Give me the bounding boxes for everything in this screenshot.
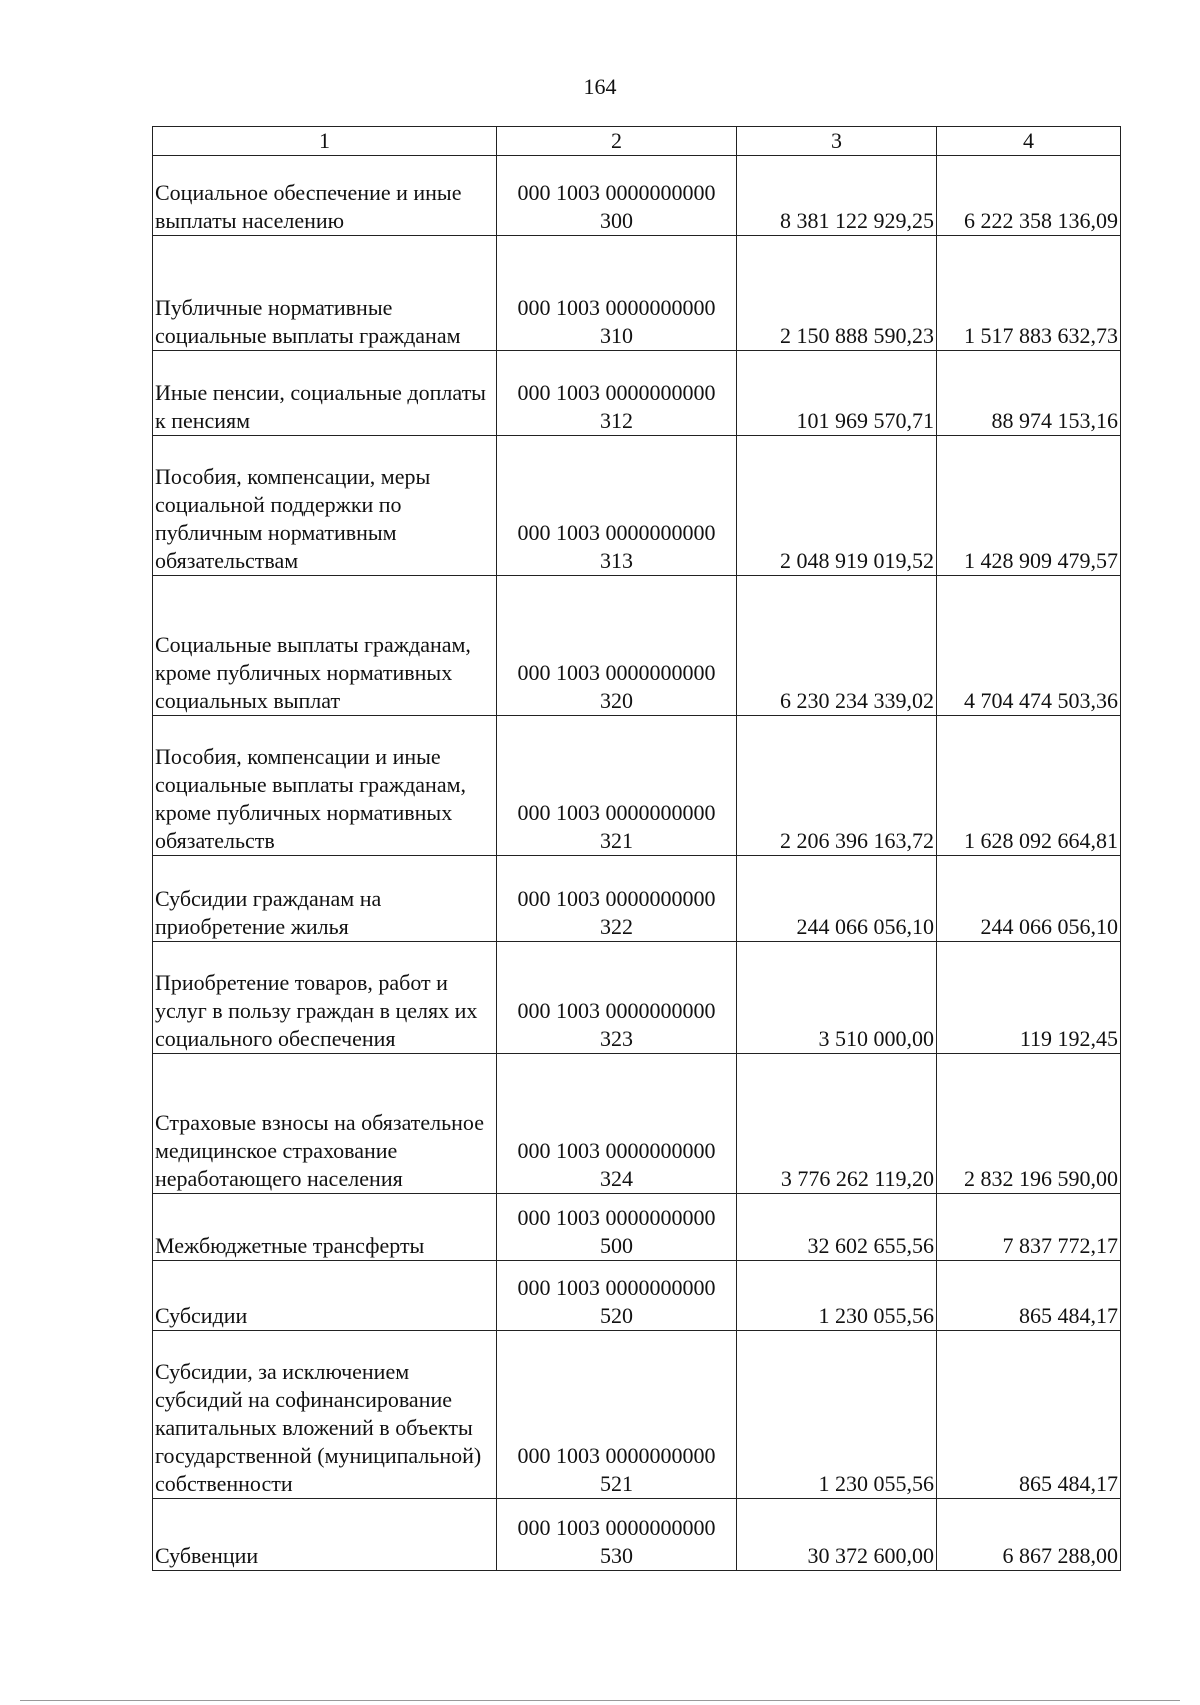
row-code-line2: 500 xyxy=(600,1233,633,1258)
row-code xyxy=(497,156,737,236)
page-bottom-edge-line xyxy=(20,1700,1180,1701)
row-code-line1: 000 1003 0000000000 xyxy=(517,295,716,320)
row-code-line2: 300 xyxy=(600,208,633,233)
row-value-col3: 6 230 234 339,02 xyxy=(737,576,937,716)
row-value-col4: 865 484,17 xyxy=(937,1331,1121,1499)
row-name: Пособия, компенсации и иные социальные выплаты гражданам, кроме публичных нормативных обязательств xyxy=(153,716,497,856)
table-row xyxy=(153,1261,1121,1331)
row-code xyxy=(497,942,737,1054)
row-name: Субсидии гражданам на приобретение жилья xyxy=(153,856,497,942)
row-value-col3: 2 150 888 590,23 xyxy=(737,236,937,351)
row-code xyxy=(497,1331,737,1499)
row-value-col4: 865 484,17 xyxy=(937,1261,1121,1331)
table-body xyxy=(153,156,1121,1571)
column-header-3: 3 xyxy=(737,127,937,156)
row-code-line2: 321 xyxy=(600,828,633,853)
row-code-line1: 000 1003 0000000000 xyxy=(517,1443,716,1468)
row-name: Межбюджетные трансферты xyxy=(153,1194,497,1261)
row-code-line2: 323 xyxy=(600,1026,633,1051)
row-value-col3: 2 206 396 163,72 xyxy=(737,716,937,856)
row-code-line1: 000 1003 0000000000 xyxy=(517,886,716,911)
row-code-line2: 312 xyxy=(600,408,633,433)
row-code-line2: 320 xyxy=(600,688,633,713)
table-row xyxy=(153,1499,1121,1571)
row-name: Иные пенсии, социальные доплаты к пенсиям xyxy=(153,351,497,436)
row-name: Субсидии, за исключением субсидий на софинансирование капитальных вложений в объекты государственной (муниципальной) собственности xyxy=(153,1331,497,1499)
row-code xyxy=(497,856,737,942)
page-number: 164 xyxy=(583,74,617,99)
row-code-line1: 000 1003 0000000000 xyxy=(517,1205,716,1230)
column-header-2: 2 xyxy=(497,127,737,156)
row-name: Социальное обеспечение и иные выплаты населению xyxy=(153,156,497,236)
row-value-col4: 6 222 358 136,09 xyxy=(937,156,1121,236)
row-code xyxy=(497,236,737,351)
row-code-line1: 000 1003 0000000000 xyxy=(517,660,716,685)
row-value-col3: 244 066 056,10 xyxy=(737,856,937,942)
row-name: Приобретение товаров, работ и услуг в пользу граждан в целях их социального обеспечения xyxy=(153,942,497,1054)
row-code xyxy=(497,351,737,436)
row-code xyxy=(497,1499,737,1571)
table-row xyxy=(153,856,1121,942)
row-value-col4: 119 192,45 xyxy=(937,942,1121,1054)
row-code-line1: 000 1003 0000000000 xyxy=(517,380,716,405)
row-code xyxy=(497,576,737,716)
row-value-col4: 1 517 883 632,73 xyxy=(937,236,1121,351)
row-name: Социальные выплаты гражданам, кроме публичных нормативных социальных выплат xyxy=(153,576,497,716)
table-row xyxy=(153,236,1121,351)
row-code-line2: 313 xyxy=(600,548,633,573)
budget-table xyxy=(152,126,1121,1571)
row-code-line2: 324 xyxy=(600,1166,633,1191)
column-header-1: 1 xyxy=(153,127,497,156)
row-name: Публичные нормативные социальные выплаты гражданам xyxy=(153,236,497,351)
row-name: Субвенции xyxy=(153,1499,497,1571)
row-value-col3: 101 969 570,71 xyxy=(737,351,937,436)
row-value-col4: 88 974 153,16 xyxy=(937,351,1121,436)
row-value-col4: 2 832 196 590,00 xyxy=(937,1054,1121,1194)
table-row xyxy=(153,1054,1121,1194)
row-value-col3: 3 776 262 119,20 xyxy=(737,1054,937,1194)
row-value-col3: 1 230 055,56 xyxy=(737,1261,937,1331)
row-value-col4: 1 428 909 479,57 xyxy=(937,436,1121,576)
row-code-line1: 000 1003 0000000000 xyxy=(517,1275,716,1300)
row-name: Субсидии xyxy=(153,1261,497,1331)
row-code-line2: 322 xyxy=(600,914,633,939)
table-row xyxy=(153,716,1121,856)
row-code-line2: 310 xyxy=(600,323,633,348)
table-row xyxy=(153,576,1121,716)
row-value-col3: 3 510 000,00 xyxy=(737,942,937,1054)
row-value-col3: 8 381 122 929,25 xyxy=(737,156,937,236)
row-code xyxy=(497,1054,737,1194)
column-header-4: 4 xyxy=(937,127,1121,156)
table-row xyxy=(153,1194,1121,1261)
row-value-col3: 30 372 600,00 xyxy=(737,1499,937,1571)
row-code xyxy=(497,1261,737,1331)
row-value-col3: 2 048 919 019,52 xyxy=(737,436,937,576)
row-code-line1: 000 1003 0000000000 xyxy=(517,520,716,545)
row-code xyxy=(497,716,737,856)
row-value-col4: 244 066 056,10 xyxy=(937,856,1121,942)
row-value-col4: 6 867 288,00 xyxy=(937,1499,1121,1571)
row-code-line1: 000 1003 0000000000 xyxy=(517,1515,716,1540)
row-name: Пособия, компенсации, меры социальной поддержки по публичным нормативным обязательствам xyxy=(153,436,497,576)
table-row xyxy=(153,1331,1121,1499)
row-code-line1: 000 1003 0000000000 xyxy=(517,1138,716,1163)
row-name: Страховые взносы на обязательное медицинское страхование неработающего населения xyxy=(153,1054,497,1194)
table-row xyxy=(153,942,1121,1054)
table-row xyxy=(153,436,1121,576)
row-code-line1: 000 1003 0000000000 xyxy=(517,800,716,825)
row-value-col4: 4 704 474 503,36 xyxy=(937,576,1121,716)
row-code-line2: 521 xyxy=(600,1471,633,1496)
row-code-line1: 000 1003 0000000000 xyxy=(517,998,716,1023)
table-row xyxy=(153,351,1121,436)
table-header-row xyxy=(153,127,1121,156)
row-code xyxy=(497,1194,737,1261)
row-code-line1: 000 1003 0000000000 xyxy=(517,180,716,205)
row-value-col3: 32 602 655,56 xyxy=(737,1194,937,1261)
table-row xyxy=(153,156,1121,236)
row-value-col4: 7 837 772,17 xyxy=(937,1194,1121,1261)
row-code-line2: 530 xyxy=(600,1543,633,1568)
row-value-col3: 1 230 055,56 xyxy=(737,1331,937,1499)
row-code xyxy=(497,436,737,576)
row-value-col4: 1 628 092 664,81 xyxy=(937,716,1121,856)
row-code-line2: 520 xyxy=(600,1303,633,1328)
